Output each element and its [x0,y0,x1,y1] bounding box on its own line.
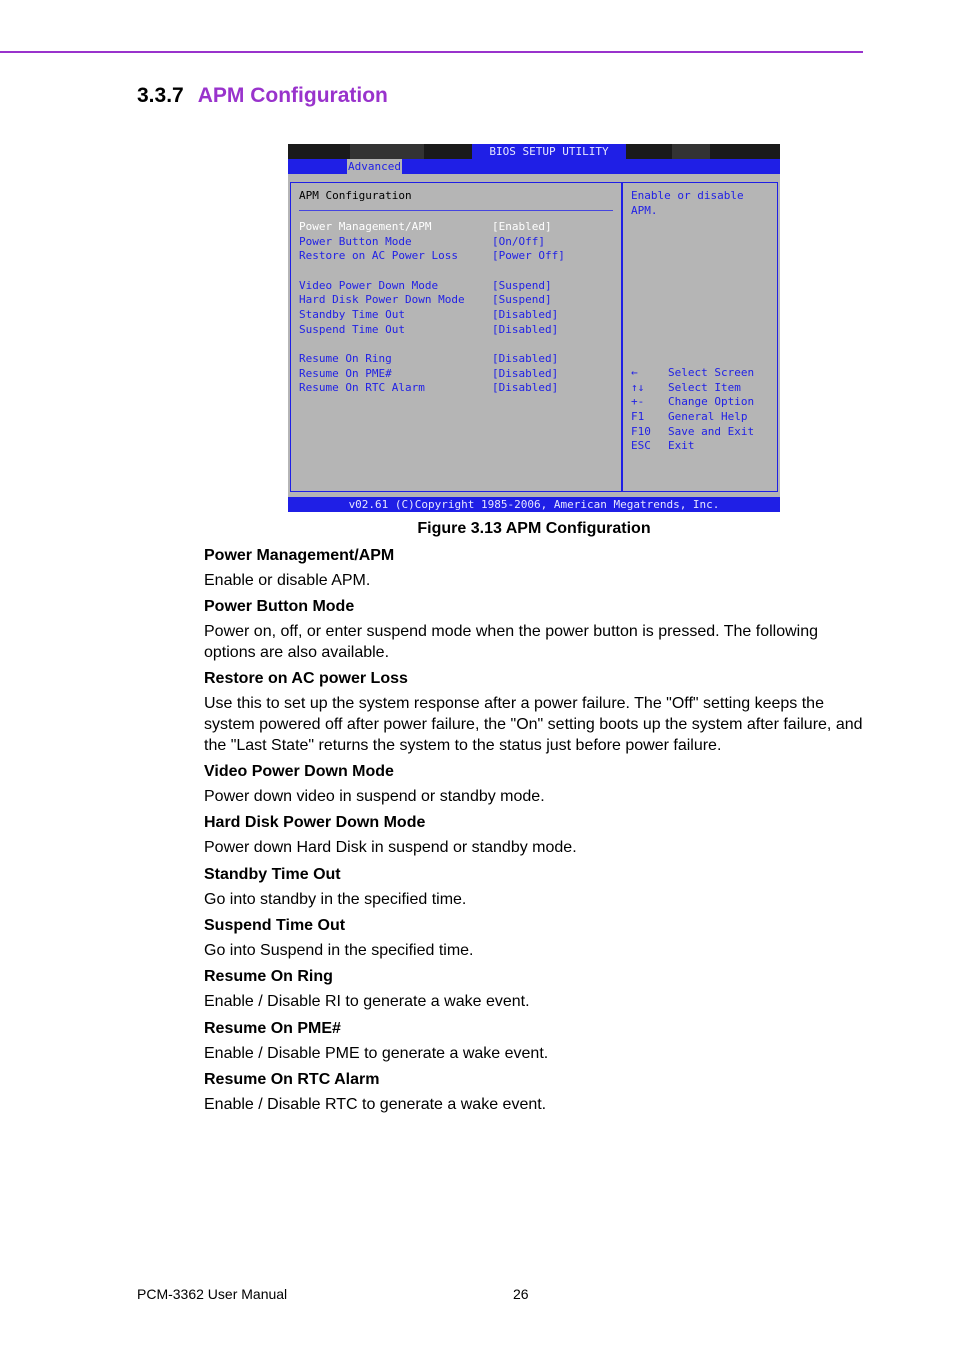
key-hint-key: +- [631,395,645,408]
setting-value: [Disabled] [492,367,559,380]
setting-restore-on-ac-power-loss[interactable] [299,249,619,264]
setting-resume-on-ring[interactable] [299,352,619,367]
setting-power-button-mode[interactable] [299,235,619,250]
setting-label: Power Button Mode [299,235,412,248]
setting-value: [Suspend] [492,293,552,306]
item-resume-on-rtc-alarm [204,1069,864,1115]
bios-title-bar-block [672,144,710,159]
setting-label: Restore on AC Power Loss [299,249,458,262]
setting-video-power-down-mode[interactable] [299,279,619,294]
bios-screenshot [288,144,780,512]
arrow-up-down-icon: ↑↓ [631,381,645,394]
item-text: Enable or disable APM. [204,572,371,589]
item-text: Power on, off, or enter suspend mode when the power button is pressed. The following options are also available. [204,623,818,661]
setting-standby-time-out[interactable] [299,308,619,323]
item-heading: Resume On RTC Alarm [204,1071,380,1088]
footer-manual-name: PCM-3362 User Manual [137,1286,288,1302]
bios-settings-panel [290,182,621,492]
setting-value: [Disabled] [492,352,559,365]
bios-help-text: Enable or disable APM. [631,189,744,217]
item-text: Go into Suspend in the specified time. [204,942,474,959]
key-hint-desc: Save and Exit [668,425,755,438]
setting-hard-disk-power-down-mode[interactable] [299,293,619,308]
item-power-button-mode [204,596,864,663]
item-text: Power down Hard Disk in suspend or standby mode. [204,839,577,856]
setting-power-management-apm[interactable] [299,220,619,235]
setting-resume-on-rtc-alarm[interactable] [299,381,619,396]
setting-label: Power Management/APM [299,220,432,233]
key-hint-key: F1 [631,410,645,423]
item-heading: Restore on AC power Loss [204,670,408,687]
item-heading: Power Button Mode [204,598,355,615]
setting-value: [Disabled] [492,381,559,394]
footer-page-number: 26 [513,1286,529,1302]
key-hint-desc: Change Option [668,395,755,408]
setting-label: Suspend Time Out [299,323,405,336]
key-hint-desc: Exit [668,439,695,452]
key-hint-select-screen [631,366,777,381]
header-rule [0,51,863,53]
bios-menu-bar [288,159,780,174]
item-text: Use this to set up the system response after a power failure. The "Off" setting keeps the system powered off after power failure, the "On" setting boots up the system after failure, and the "Last State" returns the system to the status just before power failure. [204,695,863,754]
bios-screen-heading: APM Configuration [299,189,412,202]
item-heading: Standby Time Out [204,866,341,883]
setting-label: Hard Disk Power Down Mode [299,293,465,306]
item-text: Enable / Disable PME to generate a wake event. [204,1045,549,1062]
key-hint-desc: General Help [668,410,748,423]
bios-title-bar [288,144,780,159]
key-hint-select-item [631,381,777,396]
setting-resume-on-pme[interactable] [299,367,619,382]
setting-suspend-time-out[interactable] [299,323,619,338]
arrow-left-icon: ← [631,366,638,379]
setting-label: Resume On PME# [299,367,392,380]
setting-value: [Disabled] [492,308,559,321]
bios-title: BIOS SETUP UTILITY [472,144,626,159]
item-text: Go into standby in the specified time. [204,891,467,908]
item-heading: Suspend Time Out [204,917,346,934]
setting-value: [Suspend] [492,279,552,292]
bios-divider [299,210,613,211]
key-hint-change-option [631,395,777,410]
item-standby-time-out [204,864,864,910]
item-heading: Resume On Ring [204,968,333,985]
section-heading [137,84,388,108]
key-hint-key: F10 [631,425,651,438]
item-resume-on-pme [204,1018,864,1064]
item-restore-on-ac-power-loss [204,668,864,756]
key-hint-general-help [631,410,777,425]
tab-advanced[interactable]: Advanced [348,160,401,173]
item-video-power-down-mode [204,761,864,807]
setting-value: [Enabled] [492,220,552,233]
bios-copyright-footer: v02.61 (C)Copyright 1985-2006, American Megatrends, Inc. [288,497,780,512]
item-power-management-apm [204,545,864,591]
item-heading: Resume On PME# [204,1020,341,1037]
item-resume-on-ring [204,966,864,1012]
setting-value: [On/Off] [492,235,545,248]
item-hard-disk-power-down-mode [204,812,864,858]
item-text: Power down video in suspend or standby mode. [204,788,545,805]
bios-help-panel [621,182,778,492]
key-hint-desc: Select Screen [668,366,755,379]
bios-title-bar-block [350,144,424,159]
item-heading: Video Power Down Mode [204,763,394,780]
key-hint-key: ESC [631,439,651,452]
section-title: APM Configuration [197,84,388,107]
item-text: Enable / Disable RI to generate a wake event. [204,993,530,1010]
figure-caption: Figure 3.13 APM Configuration [417,520,651,537]
setting-value: [Power Off] [492,249,565,262]
item-suspend-time-out [204,915,864,961]
setting-label: Standby Time Out [299,308,405,321]
section-number: 3.3.7 [137,84,184,107]
item-heading: Power Management/APM [204,547,395,564]
setting-label: Video Power Down Mode [299,279,439,292]
key-hint-exit [631,439,777,454]
setting-label: Resume On RTC Alarm [299,381,425,394]
setting-label: Resume On Ring [299,352,392,365]
key-hint-desc: Select Item [668,381,741,394]
key-hint-save-and-exit [631,425,777,440]
setting-value: [Disabled] [492,323,559,336]
item-text: Enable / Disable RTC to generate a wake event. [204,1096,547,1113]
item-heading: Hard Disk Power Down Mode [204,814,426,831]
